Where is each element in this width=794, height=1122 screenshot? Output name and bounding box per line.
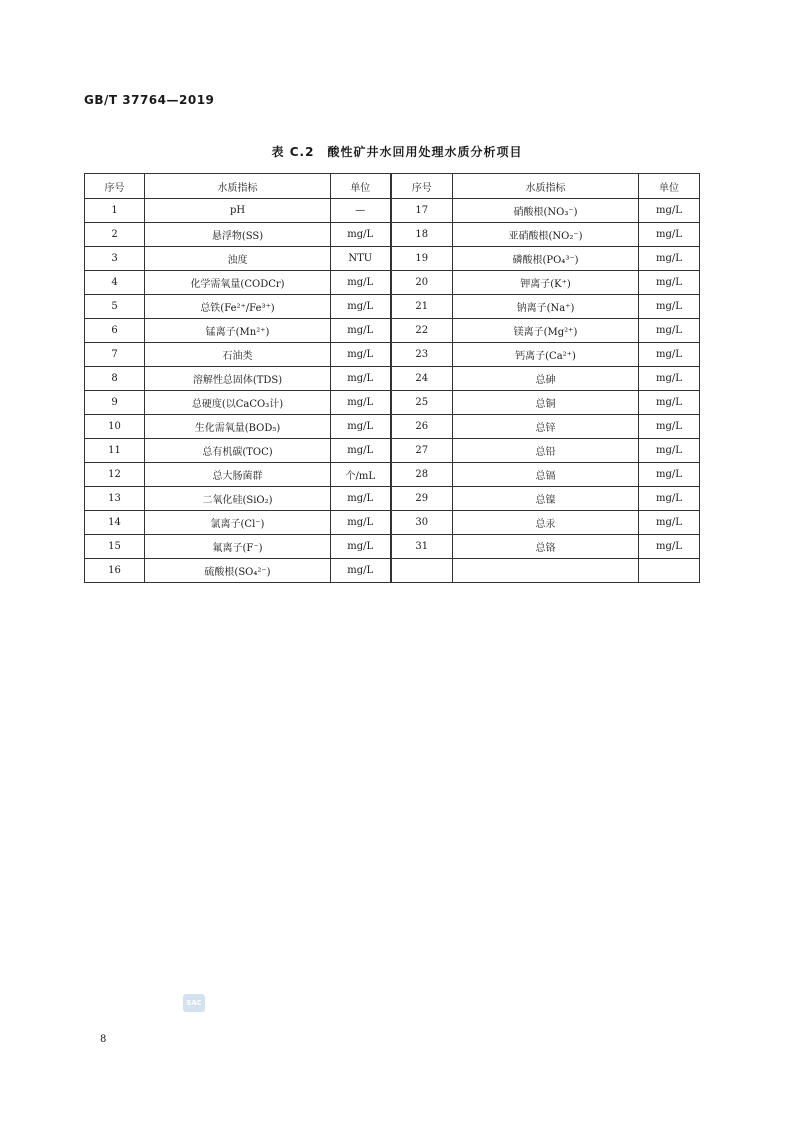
cell-no: 12	[85, 463, 145, 487]
col-header-item-2: 水质指标	[453, 174, 639, 199]
cell-no: 18	[391, 223, 453, 247]
cell-unit: mg/L	[331, 511, 391, 535]
cell-unit: mg/L	[639, 343, 700, 367]
cell-no: 3	[85, 247, 145, 271]
cell-unit: mg/L	[639, 463, 700, 487]
col-header-no: 序号	[85, 174, 145, 199]
table-row	[85, 535, 700, 559]
table-row	[85, 271, 700, 295]
cell-unit: mg/L	[331, 223, 391, 247]
cell-no: 6	[85, 319, 145, 343]
cell-no: 17	[391, 199, 453, 223]
cell-no: 8	[85, 367, 145, 391]
cell-item: 总锌	[453, 415, 639, 439]
table-row	[85, 367, 700, 391]
water-quality-table	[84, 173, 700, 583]
cell-unit: mg/L	[639, 535, 700, 559]
cell-item: 总铜	[453, 391, 639, 415]
cell-item: 总汞	[453, 511, 639, 535]
cell-unit: mg/L	[639, 319, 700, 343]
table-row	[85, 559, 700, 583]
cell-unit: mg/L	[639, 223, 700, 247]
cell-no: 13	[85, 487, 145, 511]
cell-item: 亚硝酸根(NO₂⁻)	[453, 223, 639, 247]
cell-no: 2	[85, 223, 145, 247]
cell-no: 23	[391, 343, 453, 367]
cell-unit: mg/L	[331, 439, 391, 463]
cell-item: 生化需氧量(BOD₅)	[145, 415, 331, 439]
cell-no: 5	[85, 295, 145, 319]
cell-item: 氟离子(F⁻)	[145, 535, 331, 559]
cell-no: 9	[85, 391, 145, 415]
cell-no	[391, 559, 453, 583]
table-title: 表 C.2 酸性矿井水回用处理水质分析项目	[271, 145, 523, 159]
cell-unit: mg/L	[639, 367, 700, 391]
cell-no: 16	[85, 559, 145, 583]
cell-unit: mg/L	[639, 391, 700, 415]
cell-unit: mg/L	[639, 247, 700, 271]
table-row	[85, 343, 700, 367]
cell-unit: —	[331, 199, 391, 223]
table-row	[85, 439, 700, 463]
table-header-row	[85, 174, 700, 199]
table-row	[85, 511, 700, 535]
cell-unit: NTU	[331, 247, 391, 271]
cell-unit: mg/L	[331, 367, 391, 391]
table-row	[85, 223, 700, 247]
cell-no: 22	[391, 319, 453, 343]
cell-item: pH	[145, 199, 331, 223]
cell-no: 4	[85, 271, 145, 295]
cell-no: 11	[85, 439, 145, 463]
cell-unit: mg/L	[331, 487, 391, 511]
table-body	[85, 199, 700, 583]
cell-no: 20	[391, 271, 453, 295]
cell-unit: mg/L	[331, 415, 391, 439]
cell-unit: mg/L	[331, 319, 391, 343]
cell-no: 24	[391, 367, 453, 391]
standard-code: GB/T 37764—2019	[84, 93, 215, 107]
col-header-no-2: 序号	[391, 174, 453, 199]
cell-no: 31	[391, 535, 453, 559]
cell-item: 总镍	[453, 487, 639, 511]
cell-no: 1	[85, 199, 145, 223]
cell-item: 二氧化硅(SiO₂)	[145, 487, 331, 511]
cell-item: 镁离子(Mg²⁺)	[453, 319, 639, 343]
cell-unit: mg/L	[331, 391, 391, 415]
cell-no: 25	[391, 391, 453, 415]
cell-item: 钙离子(Ca²⁺)	[453, 343, 639, 367]
cell-unit: mg/L	[331, 271, 391, 295]
cell-item: 化学需氧量(CODCr)	[145, 271, 331, 295]
col-header-unit-2: 单位	[639, 174, 700, 199]
cell-item: 总铁(Fe²⁺/Fe³⁺)	[145, 295, 331, 319]
cell-no: 10	[85, 415, 145, 439]
sac-watermark-logo: SAC	[183, 994, 205, 1012]
table-row	[85, 199, 700, 223]
cell-item: 悬浮物(SS)	[145, 223, 331, 247]
cell-item: 总有机碳(TOC)	[145, 439, 331, 463]
col-header-item: 水质指标	[145, 174, 331, 199]
cell-item: 石油类	[145, 343, 331, 367]
cell-no: 14	[85, 511, 145, 535]
col-header-unit: 单位	[331, 174, 391, 199]
cell-no: 26	[391, 415, 453, 439]
cell-unit: mg/L	[639, 271, 700, 295]
cell-item: 总砷	[453, 367, 639, 391]
cell-unit: mg/L	[639, 511, 700, 535]
cell-item	[453, 559, 639, 583]
cell-unit: mg/L	[639, 439, 700, 463]
table-row	[85, 319, 700, 343]
cell-unit: mg/L	[331, 295, 391, 319]
cell-item: 锰离子(Mn²⁺)	[145, 319, 331, 343]
cell-item: 总铬	[453, 535, 639, 559]
cell-unit: mg/L	[639, 487, 700, 511]
cell-unit: mg/L	[639, 199, 700, 223]
cell-item: 总硬度(以CaCO₃计)	[145, 391, 331, 415]
table-row	[85, 247, 700, 271]
cell-no: 21	[391, 295, 453, 319]
cell-item: 氯离子(Cl⁻)	[145, 511, 331, 535]
cell-item: 钠离子(Na⁺)	[453, 295, 639, 319]
cell-unit: 个/mL	[331, 463, 391, 487]
table-row	[85, 295, 700, 319]
cell-item: 硫酸根(SO₄²⁻)	[145, 559, 331, 583]
cell-no: 19	[391, 247, 453, 271]
cell-item: 磷酸根(PO₄³⁻)	[453, 247, 639, 271]
cell-no: 28	[391, 463, 453, 487]
cell-unit: mg/L	[331, 343, 391, 367]
table-row	[85, 415, 700, 439]
cell-no: 15	[85, 535, 145, 559]
table-row	[85, 487, 700, 511]
cell-no: 30	[391, 511, 453, 535]
cell-unit: mg/L	[331, 559, 391, 583]
cell-item: 总铅	[453, 439, 639, 463]
cell-no: 7	[85, 343, 145, 367]
cell-item: 浊度	[145, 247, 331, 271]
cell-unit	[639, 559, 700, 583]
cell-item: 钾离子(K⁺)	[453, 271, 639, 295]
table-row	[85, 391, 700, 415]
cell-item: 硝酸根(NO₃⁻)	[453, 199, 639, 223]
cell-unit: mg/L	[639, 415, 700, 439]
cell-item: 总镉	[453, 463, 639, 487]
page-number: 8	[100, 1034, 107, 1045]
cell-no: 27	[391, 439, 453, 463]
cell-item: 总大肠菌群	[145, 463, 331, 487]
cell-unit: mg/L	[331, 535, 391, 559]
table-row	[85, 463, 700, 487]
cell-no: 29	[391, 487, 453, 511]
cell-unit: mg/L	[639, 295, 700, 319]
cell-item: 溶解性总固体(TDS)	[145, 367, 331, 391]
